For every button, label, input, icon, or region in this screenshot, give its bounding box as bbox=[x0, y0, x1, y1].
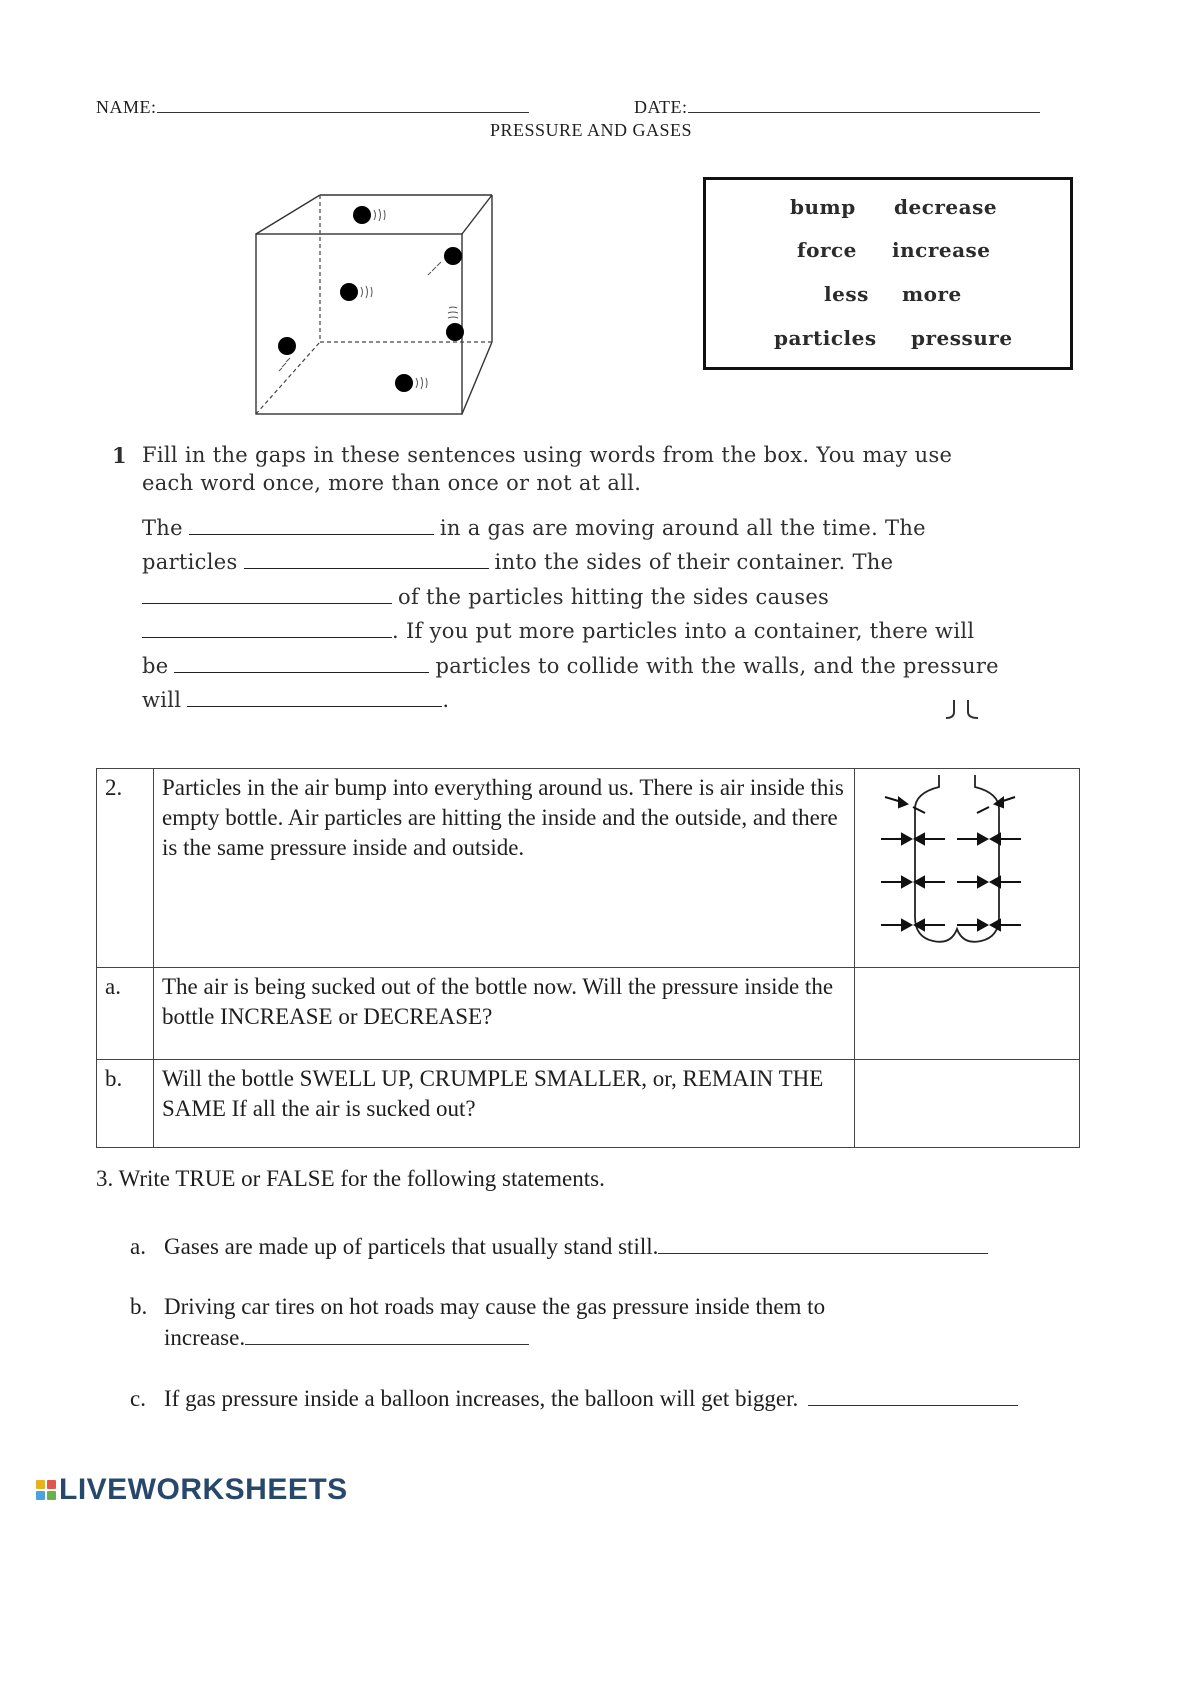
instruction-line: each word once, more than once or not at all. bbox=[142, 471, 642, 495]
answer-blank[interactable] bbox=[142, 619, 392, 638]
answer-blank[interactable] bbox=[808, 1387, 1018, 1406]
fill-sentence-line bbox=[142, 585, 829, 609]
logo-square bbox=[36, 1491, 45, 1500]
logo-text: LIVEWORKSHEETS bbox=[59, 1473, 348, 1506]
table-row bbox=[97, 769, 1080, 968]
fill-sentence-line bbox=[142, 516, 926, 540]
logo-square bbox=[47, 1480, 56, 1489]
true-false-item bbox=[130, 1294, 825, 1320]
logo-square bbox=[36, 1480, 45, 1489]
fill-sentence-line bbox=[142, 550, 893, 574]
row-text: The air is being sucked out of the bottle now. Will the pressure inside the bottle INCREASE or DECREASE? bbox=[154, 968, 855, 1060]
item-text: increase. bbox=[164, 1325, 246, 1350]
sentence-text: of the particles hitting the sides causes bbox=[398, 585, 830, 609]
word-bank-item: bump bbox=[790, 195, 856, 219]
instruction-line: Fill in the gaps in these sentences using words from the box. You may use bbox=[142, 443, 953, 467]
answer-blank[interactable] bbox=[189, 516, 434, 535]
answer-blank[interactable] bbox=[187, 688, 442, 707]
row-text: Particles in the air bump into everything around us. There is air inside this empty bottle. Air particles are hitting the inside and the outside, and there is the same pressure inside and outside. bbox=[154, 769, 855, 968]
date-blank[interactable] bbox=[688, 96, 1040, 113]
particle bbox=[278, 337, 296, 355]
particle bbox=[340, 283, 358, 301]
bottle-neck-sketch bbox=[934, 696, 994, 724]
answer-blank[interactable] bbox=[245, 1326, 529, 1345]
fill-sentence-line bbox=[142, 654, 999, 678]
gas-particles-cube-diagram bbox=[250, 190, 510, 420]
item-text: If gas pressure inside a balloon increases, the balloon will get bigger. bbox=[164, 1386, 799, 1411]
particle bbox=[444, 247, 462, 265]
date-label: DATE: bbox=[634, 97, 688, 117]
word-bank-item: force bbox=[797, 238, 857, 262]
sentence-text: be bbox=[142, 654, 169, 678]
answer-blank[interactable] bbox=[244, 550, 489, 569]
particle bbox=[446, 323, 464, 341]
fill-sentence-line bbox=[142, 688, 449, 712]
bottle-pressure-diagram bbox=[855, 769, 1077, 959]
answer-blank[interactable] bbox=[174, 654, 429, 673]
logo-square bbox=[47, 1491, 56, 1500]
true-false-item bbox=[130, 1234, 988, 1260]
item-letter: a. bbox=[130, 1234, 146, 1259]
answer-cell[interactable] bbox=[855, 968, 1080, 1060]
sentence-text: particles bbox=[142, 550, 238, 574]
name-label: NAME: bbox=[96, 97, 157, 117]
answer-blank[interactable] bbox=[658, 1235, 988, 1254]
answer-blank[interactable] bbox=[142, 585, 392, 604]
fill-sentence-line bbox=[142, 619, 974, 643]
word-bank-item: increase bbox=[892, 238, 991, 262]
true-false-item bbox=[130, 1386, 1018, 1412]
sentence-text: will bbox=[142, 688, 182, 712]
row-label: a. bbox=[97, 968, 154, 1060]
word-bank-item: pressure bbox=[911, 326, 1013, 350]
word-bank-item: more bbox=[902, 282, 962, 306]
sentence-text: into the sides of their container. The bbox=[494, 550, 894, 574]
name-field bbox=[96, 96, 529, 118]
sentence-text: The bbox=[142, 516, 183, 540]
item-text: Gases are made up of particels that usually stand still. bbox=[164, 1234, 659, 1259]
sentence-text: . bbox=[442, 688, 450, 712]
answer-cell[interactable] bbox=[855, 1060, 1080, 1148]
question-heading: 3. Write TRUE or FALSE for the following statements. bbox=[96, 1166, 605, 1191]
word-bank-item: less bbox=[824, 282, 869, 306]
table-row bbox=[97, 968, 1080, 1060]
sentence-text: in a gas are moving around all the time. The bbox=[439, 516, 926, 540]
word-bank-box bbox=[703, 177, 1073, 370]
item-letter: c. bbox=[130, 1386, 146, 1411]
row-label: b. bbox=[97, 1060, 154, 1148]
question-number: 1 bbox=[112, 443, 127, 468]
name-blank[interactable] bbox=[157, 96, 529, 113]
logo-mark-icon bbox=[36, 1480, 56, 1500]
sentence-text: particles to collide with the walls, and the pressure bbox=[435, 654, 999, 678]
bottle-diagram-cell bbox=[855, 769, 1080, 968]
word-bank-item: particles bbox=[774, 326, 877, 350]
date-field bbox=[634, 96, 1040, 118]
item-text: Driving car tires on hot roads may cause the gas pressure inside them to bbox=[164, 1294, 826, 1319]
page-title: PRESSURE AND GASES bbox=[490, 120, 693, 140]
particle bbox=[395, 374, 413, 392]
word-bank-item: decrease bbox=[894, 195, 998, 219]
liveworksheets-logo bbox=[36, 1473, 348, 1507]
question-2-table bbox=[96, 768, 1080, 1148]
sentence-text: . If you put more particles into a container, there will bbox=[392, 619, 975, 643]
particle bbox=[353, 206, 371, 224]
item-letter: b. bbox=[130, 1294, 148, 1319]
row-label: 2. bbox=[97, 769, 154, 968]
table-row bbox=[97, 1060, 1080, 1148]
true-false-item-continued bbox=[164, 1325, 529, 1351]
row-text: Will the bottle SWELL UP, CRUMPLE SMALLER, or, REMAIN THE SAME If all the air is sucked out? bbox=[154, 1060, 855, 1148]
